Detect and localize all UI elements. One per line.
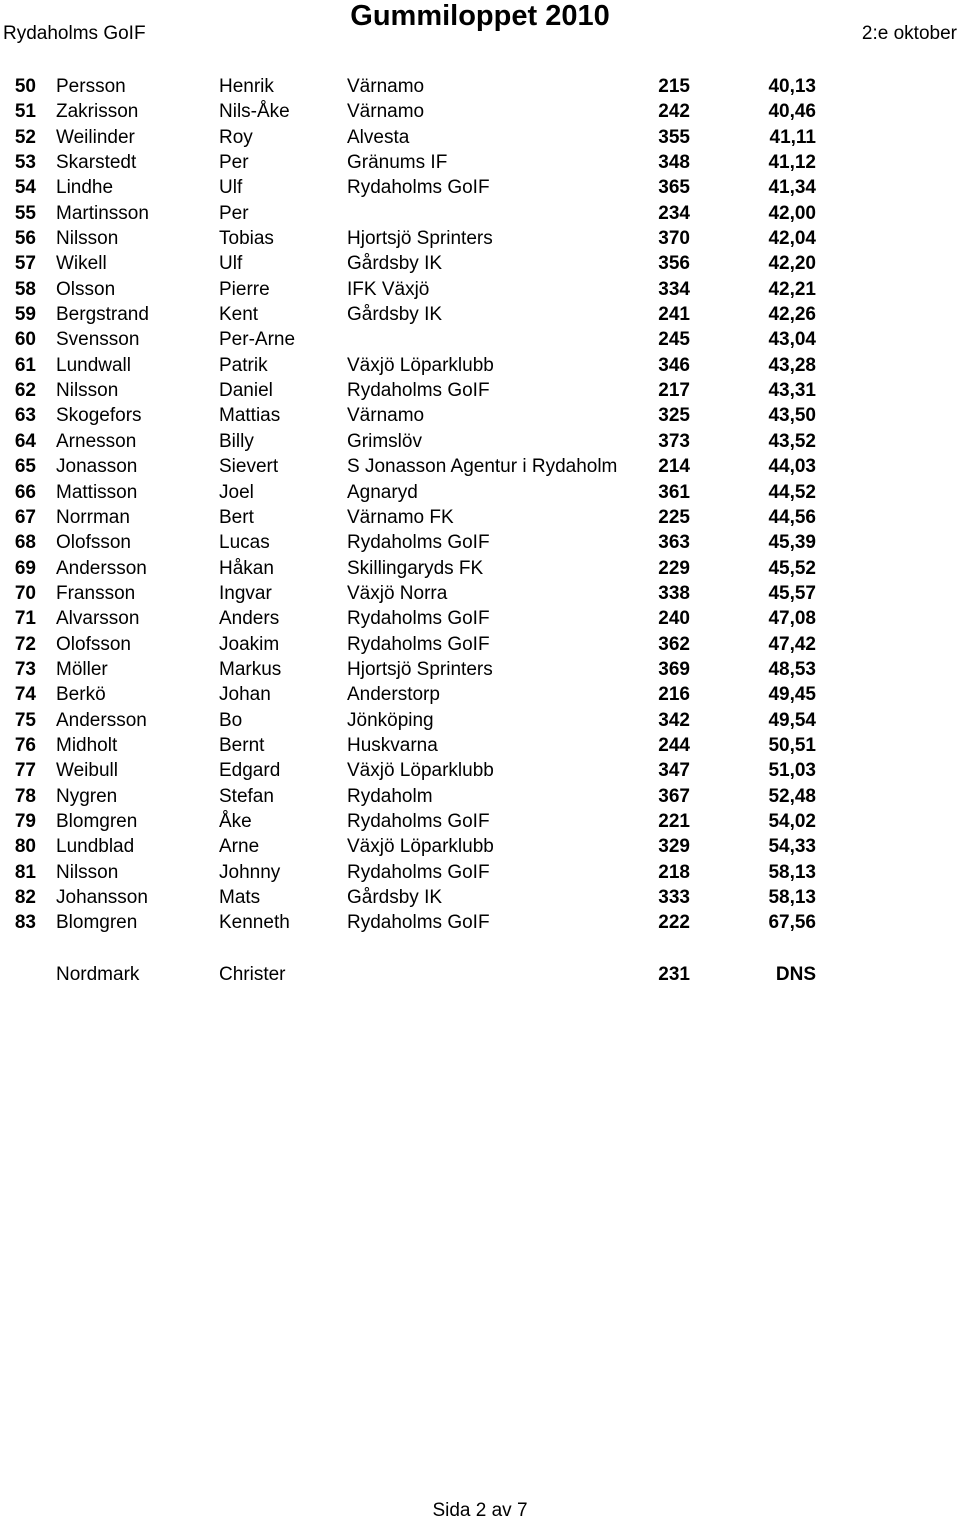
- club: Agnaryd: [347, 481, 418, 503]
- last-name: Blomgren: [56, 810, 138, 832]
- table-row: [0, 606, 960, 631]
- finish-time: 41,12: [768, 152, 816, 174]
- table-row: [0, 201, 960, 226]
- first-name: Per: [219, 152, 249, 174]
- table-row: [0, 277, 960, 302]
- first-name: Åke: [219, 810, 252, 832]
- table-row: [0, 251, 960, 276]
- placing: 78: [14, 785, 36, 807]
- finish-time: 41,11: [769, 126, 816, 148]
- finish-time: 58,13: [768, 861, 816, 883]
- club: Värnamo: [347, 101, 425, 123]
- bib-number: 229: [658, 557, 690, 579]
- bib-number: 217: [658, 380, 690, 402]
- finish-time: 41,34: [768, 177, 816, 199]
- first-name: Joel: [219, 481, 254, 503]
- club: Gårdsby IK: [347, 304, 443, 326]
- table-row: [0, 454, 960, 479]
- bib-number: 367: [658, 785, 690, 807]
- finish-time: 42,20: [768, 253, 816, 275]
- table-row: [0, 99, 960, 124]
- bib-number: 221: [658, 810, 690, 832]
- first-name: Mattias: [219, 405, 281, 427]
- finish-time: 42,26: [768, 304, 816, 326]
- finish-time: 45,39: [768, 532, 816, 554]
- club: Anderstorp: [347, 684, 440, 706]
- first-name: Arne: [219, 836, 260, 858]
- last-name: Alvarsson: [56, 608, 140, 630]
- table-row: [0, 860, 960, 885]
- last-name: Andersson: [56, 709, 147, 731]
- bib-number: 234: [658, 202, 690, 224]
- finish-time: 48,53: [768, 658, 816, 680]
- placing: 68: [14, 532, 36, 554]
- finish-time: 50,51: [768, 734, 816, 756]
- placing: 79: [14, 810, 36, 832]
- last-name: Nilsson: [56, 228, 119, 250]
- placing: 53: [14, 152, 36, 174]
- first-name: Edgard: [219, 760, 281, 782]
- club: Rydaholms GoIF: [347, 861, 490, 883]
- club: Jönköping: [347, 709, 434, 731]
- table-row: [0, 480, 960, 505]
- finish-time: 67,56: [768, 912, 816, 934]
- bib-number: 348: [658, 152, 690, 174]
- last-name: Midholt: [56, 734, 118, 756]
- bib-number: 347: [658, 760, 690, 782]
- last-name: Nilsson: [56, 861, 119, 883]
- first-name: Pierre: [219, 278, 270, 300]
- last-name: Olofsson: [56, 532, 131, 554]
- last-name: Blomgren: [56, 912, 138, 934]
- first-name: Henrik: [219, 76, 274, 97]
- table-row: [0, 74, 960, 99]
- table-row: [0, 632, 960, 657]
- bib-number: 218: [658, 861, 690, 883]
- table-row: [0, 429, 960, 454]
- finish-time: 45,57: [768, 582, 816, 604]
- bib-number: 373: [658, 430, 690, 452]
- first-name: Mats: [219, 887, 261, 908]
- bib-number: 240: [658, 608, 690, 630]
- last-name: Weilinder: [56, 126, 135, 148]
- placing: 67: [14, 506, 36, 528]
- finish-time: 45,52: [768, 557, 816, 579]
- club: Huskvarna: [347, 734, 438, 756]
- last-name: Fransson: [56, 582, 136, 604]
- placing: 73: [14, 658, 36, 680]
- bib-number: 215: [658, 76, 690, 97]
- bib-number: 216: [658, 684, 690, 706]
- bib-number: 369: [658, 658, 690, 680]
- finish-time: 44,52: [768, 481, 816, 503]
- placing: 76: [14, 734, 36, 756]
- club: Alvesta: [347, 126, 410, 148]
- first-name: Kent: [219, 304, 259, 326]
- placing: 62: [14, 380, 36, 402]
- finish-time: 42,21: [768, 278, 816, 300]
- bib-number: 242: [658, 101, 690, 123]
- last-name: Nygren: [56, 785, 118, 807]
- dns-bib-number: 231: [658, 964, 690, 985]
- first-name: Stefan: [219, 785, 274, 807]
- table-row: [0, 809, 960, 834]
- dns-first-name: Christer: [219, 964, 286, 985]
- club: Växjö Löparklubb: [347, 836, 494, 858]
- table-row: [0, 556, 960, 581]
- club: Växjö Löparklubb: [347, 760, 494, 782]
- club: Hjortsjö Sprinters: [347, 658, 493, 680]
- finish-time: 42,00: [768, 202, 816, 224]
- club: Värnamo: [347, 76, 425, 97]
- bib-number: 338: [658, 582, 690, 604]
- club: Rydaholms GoIF: [347, 810, 490, 832]
- placing: 71: [14, 608, 36, 630]
- last-name: Martinsson: [56, 202, 149, 224]
- finish-time: 58,13: [768, 887, 816, 908]
- first-name: Bernt: [219, 734, 265, 756]
- first-name: Ulf: [219, 177, 243, 199]
- club: Rydaholm: [347, 785, 433, 807]
- first-name: Håkan: [219, 557, 274, 579]
- table-row: [0, 530, 960, 555]
- last-name: Olsson: [56, 278, 116, 300]
- dns-status: DNS: [775, 964, 816, 985]
- placing: 56: [14, 228, 36, 250]
- last-name: Norrman: [56, 506, 130, 528]
- last-name: Jonasson: [56, 456, 138, 478]
- finish-time: 49,54: [768, 709, 816, 731]
- club: Gränums IF: [347, 152, 448, 174]
- finish-time: 42,04: [768, 228, 816, 250]
- club: Värnamo: [347, 405, 425, 427]
- club: Rydaholms GoIF: [347, 532, 490, 554]
- club: Värnamo FK: [347, 506, 454, 528]
- first-name: Roy: [219, 126, 253, 148]
- first-name: Patrik: [219, 354, 268, 376]
- placing: 77: [14, 760, 36, 782]
- placing: 65: [14, 456, 36, 478]
- first-name: Bo: [219, 709, 243, 731]
- header-date: 2:e oktober: [861, 23, 957, 44]
- last-name: Johansson: [56, 887, 148, 908]
- header-club: Rydaholms GoIF: [3, 23, 146, 44]
- last-name: Persson: [56, 76, 126, 97]
- dns-row: [0, 962, 960, 987]
- placing: 50: [14, 76, 36, 97]
- first-name: Daniel: [219, 380, 273, 402]
- placing: 61: [14, 354, 36, 376]
- bib-number: 222: [658, 912, 690, 934]
- finish-time: 47,08: [768, 608, 816, 630]
- finish-time: 40,46: [768, 101, 816, 123]
- club: Rydaholms GoIF: [347, 912, 490, 934]
- last-name: Bergstrand: [56, 304, 149, 326]
- finish-time: 47,42: [768, 633, 816, 655]
- last-name: Olofsson: [56, 633, 131, 655]
- finish-time: 43,50: [768, 405, 816, 427]
- first-name: Per: [219, 202, 249, 224]
- first-name: Ulf: [219, 253, 243, 275]
- placing: 66: [14, 481, 36, 503]
- last-name: Skarstedt: [56, 152, 137, 174]
- bib-number: 245: [658, 329, 690, 351]
- first-name: Lucas: [219, 532, 270, 554]
- table-row: [0, 175, 960, 200]
- first-name: Per-Arne: [219, 329, 296, 351]
- placing: 72: [14, 633, 36, 655]
- bib-number: 225: [658, 506, 690, 528]
- finish-time: 40,13: [768, 76, 816, 97]
- table-row: [0, 378, 960, 403]
- last-name: Lindhe: [56, 177, 114, 199]
- placing: 69: [14, 557, 36, 579]
- page-title: Gummiloppet 2010: [350, 0, 610, 32]
- bib-number: 365: [658, 177, 690, 199]
- club: Rydaholms GoIF: [347, 380, 490, 402]
- table-row: [0, 733, 960, 758]
- table-row: [0, 226, 960, 251]
- first-name: Billy: [219, 430, 254, 452]
- club: S Jonasson Agentur i Rydaholm: [347, 456, 618, 478]
- table-row: [0, 682, 960, 707]
- placing: 59: [14, 304, 36, 326]
- last-name: Svensson: [56, 329, 140, 351]
- club: Gårdsby IK: [347, 253, 443, 275]
- bib-number: 362: [658, 633, 690, 655]
- club: Växjö Löparklubb: [347, 354, 494, 376]
- first-name: Ingvar: [219, 582, 272, 604]
- finish-time: 54,02: [768, 810, 816, 832]
- table-row: [0, 657, 960, 682]
- table-row: [0, 327, 960, 352]
- placing: 80: [14, 836, 36, 858]
- dns-last-name: Nordmark: [56, 964, 140, 985]
- club: IFK Växjö: [347, 278, 430, 300]
- first-name: Johnny: [219, 861, 281, 883]
- bib-number: 214: [658, 456, 690, 478]
- bib-number: 325: [658, 405, 690, 427]
- bib-number: 361: [658, 481, 690, 503]
- placing: 83: [14, 912, 36, 934]
- first-name: Bert: [219, 506, 254, 528]
- last-name: Wikell: [56, 253, 107, 275]
- finish-time: 54,33: [768, 836, 816, 858]
- bib-number: 346: [658, 354, 690, 376]
- bib-number: 370: [658, 228, 690, 250]
- results-table: [0, 74, 960, 936]
- placing: 81: [14, 861, 36, 883]
- last-name: Lundwall: [56, 354, 131, 376]
- last-name: Mattisson: [56, 481, 138, 503]
- last-name: Weibull: [56, 760, 118, 782]
- club: Grimslöv: [347, 430, 422, 452]
- placing: 57: [14, 253, 36, 275]
- club: Gårdsby IK: [347, 887, 443, 908]
- placing: 55: [14, 202, 36, 224]
- last-name: Andersson: [56, 557, 147, 579]
- table-row: [0, 708, 960, 733]
- bib-number: 333: [658, 887, 690, 908]
- last-name: Möller: [56, 658, 108, 680]
- bib-number: 356: [658, 253, 690, 275]
- table-row: [0, 150, 960, 175]
- placing: 63: [14, 405, 36, 427]
- table-row: [0, 834, 960, 859]
- last-name: Berkö: [56, 684, 106, 706]
- placing: 60: [14, 329, 36, 351]
- table-row: [0, 353, 960, 378]
- placing: 70: [14, 582, 36, 604]
- bib-number: 342: [658, 709, 690, 731]
- last-name: Lundblad: [56, 836, 135, 858]
- table-row: [0, 505, 960, 530]
- first-name: Joakim: [219, 633, 280, 655]
- finish-time: 43,28: [768, 354, 816, 376]
- finish-time: 52,48: [768, 785, 816, 807]
- table-row: [0, 784, 960, 809]
- bib-number: 355: [658, 126, 690, 148]
- placing: 51: [14, 101, 36, 123]
- first-name: Nils-Åke: [219, 101, 290, 123]
- placing: 74: [14, 684, 36, 706]
- placing: 64: [14, 430, 36, 452]
- table-row: [0, 581, 960, 606]
- finish-time: 43,04: [768, 329, 816, 351]
- finish-time: 44,56: [768, 506, 816, 528]
- last-name: Nilsson: [56, 380, 119, 402]
- club: Rydaholms GoIF: [347, 633, 490, 655]
- club: Hjortsjö Sprinters: [347, 228, 493, 250]
- table-row: [0, 302, 960, 327]
- placing: 54: [14, 177, 36, 199]
- placing: 58: [14, 278, 36, 300]
- last-name: Skogefors: [56, 405, 142, 427]
- first-name: Anders: [219, 608, 280, 630]
- finish-time: 51,03: [768, 760, 816, 782]
- finish-time: 49,45: [768, 684, 816, 706]
- bib-number: 363: [658, 532, 690, 554]
- club: Rydaholms GoIF: [347, 177, 490, 199]
- first-name: Johan: [219, 684, 271, 706]
- bib-number: 244: [658, 734, 690, 756]
- first-name: Kenneth: [219, 912, 290, 934]
- finish-time: 43,52: [768, 430, 816, 452]
- first-name: Sievert: [219, 456, 279, 478]
- table-row: [0, 910, 960, 935]
- table-row: [0, 885, 960, 910]
- bib-number: 329: [658, 836, 690, 858]
- last-name: Arnesson: [56, 430, 137, 452]
- table-row: [0, 403, 960, 428]
- first-name: Markus: [219, 658, 282, 680]
- club: Skillingaryds FK: [347, 557, 484, 579]
- placing: 75: [14, 709, 36, 731]
- finish-time: 43,31: [768, 380, 816, 402]
- last-name: Zakrisson: [56, 101, 139, 123]
- finish-time: 44,03: [768, 456, 816, 478]
- club: Rydaholms GoIF: [347, 608, 490, 630]
- placing: 52: [14, 126, 36, 148]
- page-number: Sida 2 av 7: [432, 1500, 528, 1521]
- placing: 82: [14, 887, 36, 908]
- first-name: Tobias: [219, 228, 274, 250]
- bib-number: 334: [658, 278, 690, 300]
- table-row: [0, 125, 960, 150]
- table-row: [0, 758, 960, 783]
- club: Växjö Norra: [347, 582, 448, 604]
- bib-number: 241: [658, 304, 690, 326]
